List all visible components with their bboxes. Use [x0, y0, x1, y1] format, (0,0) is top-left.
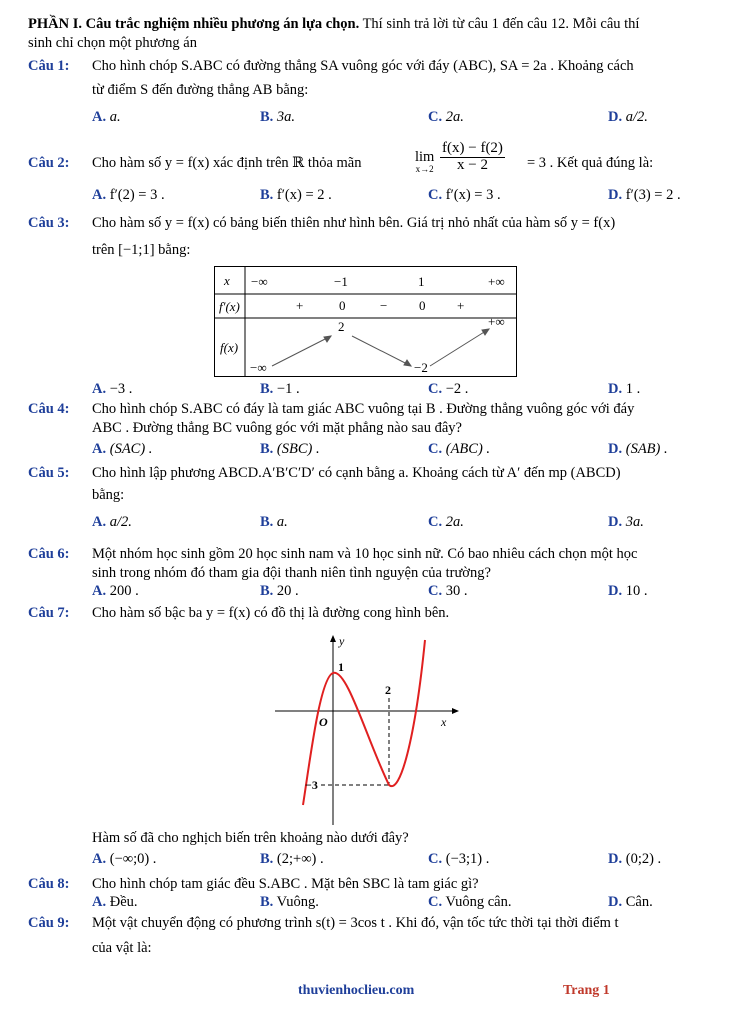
q1-option-a[interactable]: A. a. [92, 109, 121, 125]
q2-text-pre: Cho hàm số y = f(x) xác định trên ℝ thỏa mãn [92, 155, 362, 171]
q7-option-c[interactable]: C. (−3;1) . [428, 851, 490, 867]
x-axis-label: x [441, 715, 447, 729]
q3-option-b[interactable]: B. −1 . [260, 381, 300, 397]
q6-option-d[interactable]: D. 10 . [608, 583, 648, 599]
q7-option-b[interactable]: B. (2;+∞) . [260, 851, 324, 867]
q4-label: Câu 4: [28, 401, 70, 417]
q6-option-b[interactable]: B. 20 . [260, 583, 299, 599]
q8-text: Cho hình chóp tam giác đều S.ABC . Mặt bên SBC là tam giác gì? [92, 876, 479, 892]
q2-fraction: $\frac{f(x) - f(2)}{x - 2}$ [442, 140, 503, 173]
q1-option-b[interactable]: B. 3a. [260, 109, 296, 125]
q7-option-d[interactable]: D. (0;2) . [608, 851, 662, 867]
footer-page-number: Trang 1 [563, 983, 610, 998]
q2-option-d[interactable]: D. f′(3) = 2 . [608, 187, 681, 203]
q2-option-a[interactable]: A. f′(2) = 3 . [92, 187, 165, 203]
table-sign: 0 [339, 298, 346, 313]
q4-text-2: ABC . Đường thẳng BC vuông góc với mặt phẳng nào sau đây? [92, 420, 462, 436]
q9-text-2: của vật là: [92, 940, 152, 956]
variation-table [214, 266, 518, 378]
q2-option-b[interactable]: B. f′(x) = 2 . [260, 187, 332, 203]
table-f-value: −2 [414, 360, 428, 375]
q4-text: Cho hình chóp S.ABC có đáy là tam giác ABC vuông tại B . Đường thẳng vuông góc với đáy [92, 401, 635, 417]
table-x-value: −∞ [251, 274, 268, 289]
q6-option-a[interactable]: A. 200 . [92, 583, 139, 599]
table-sign: − [380, 298, 388, 313]
q8-option-a[interactable]: A. Đều. [92, 894, 138, 910]
y-max-label: 1 [338, 660, 344, 674]
q4-option-c[interactable]: C. (ABC) . [428, 441, 491, 457]
table-x-value: 1 [418, 274, 425, 289]
q5-label: Câu 5: [28, 465, 70, 481]
cubic-graph [275, 630, 465, 828]
q8-label: Câu 8: [28, 876, 70, 892]
q5-text-2: bằng: [92, 487, 125, 503]
y-axis-label: y [339, 634, 345, 648]
q3-text-2: trên [−1;1] bằng: [92, 242, 191, 258]
q1-label: Câu 1: [28, 58, 70, 74]
q1-option-d[interactable]: D. a/2. [608, 109, 648, 125]
q5-option-b[interactable]: B. a. [260, 514, 288, 530]
section-instruction-2: sinh chỉ chọn một phương án [28, 35, 197, 51]
footer-site-link[interactable]: thuvienhoclieu.com [298, 983, 415, 998]
q5-text: Cho hình lập phương ABCD.A′B′C′D′ có cạnh bằng a. Khoảng cách từ A′ đến mp (ABCD) [92, 465, 621, 481]
y-min-label: −3 [305, 778, 318, 792]
q1-option-c[interactable]: C. 2a. [428, 109, 464, 125]
table-sign: + [457, 298, 465, 313]
q3-text: Cho hàm số y = f(x) có bảng biến thiên như hình bên. Giá trị nhỏ nhất của hàm số y = f(x) [92, 215, 616, 231]
q2-label: Câu 2: [28, 155, 70, 171]
q2-option-c[interactable]: C. f′(x) = 3 . [428, 187, 501, 203]
q7-option-a[interactable]: A. (−∞;0) . [92, 851, 157, 867]
section-instruction: Thí sinh trả lời từ câu 1 đến câu 12. Mỗi câu thí [362, 16, 640, 32]
q9-text: Một vật chuyển động có phương trình s(t) = 3cos t . Khi đó, vận tốc tức thời tại thời điểm t [92, 915, 619, 931]
q4-option-b[interactable]: B. (SBC) . [260, 441, 320, 457]
q2-text-post: = 3 . Kết quả đúng là: [527, 155, 654, 171]
table-x-label: x [224, 273, 230, 288]
table-f-value: −∞ [250, 360, 267, 375]
q1-text-2: từ điểm S đến đường thẳng AB bằng: [92, 82, 309, 98]
table-x-value: −1 [334, 274, 348, 289]
q6-text-2: sinh trong nhóm đó tham gia đội thanh niên tình nguyện của trường? [92, 565, 491, 581]
q1-text: Cho hình chóp S.ABC có đường thẳng SA vuông góc với đáy (ABC), SA = 2a . Khoảng cách [92, 58, 634, 74]
q3-option-d[interactable]: D. 1 . [608, 381, 641, 397]
table-derivative-label: f′(x) [219, 299, 240, 314]
q3-option-a[interactable]: A. −3 . [92, 381, 133, 397]
q8-option-d[interactable]: D. Cân. [608, 894, 653, 910]
q7-text: Cho hàm số bậc ba y = f(x) có đồ thị là đường cong hình bên. [92, 605, 450, 621]
q3-label: Câu 3: [28, 215, 70, 231]
table-f-value: 2 [338, 319, 345, 334]
table-x-value: +∞ [488, 274, 505, 289]
q6-label: Câu 6: [28, 546, 70, 562]
table-f-value: +∞ [488, 314, 505, 329]
section-title: PHẦN I. Câu trắc nghiệm nhiều phương án lựa chọn. [28, 16, 360, 32]
table-f-label: f(x) [220, 340, 239, 355]
q6-text: Một nhóm học sinh gồm 20 học sinh nam và 10 học sinh nữ. Có bao nhiêu cách chọn một học [92, 546, 638, 562]
q2-limit: lim x→2 [415, 149, 435, 174]
q8-option-b[interactable]: B. Vuông. [260, 894, 319, 910]
q7-text-2: Hàm số đã cho nghịch biến trên khoảng nào dưới đây? [92, 830, 409, 846]
q5-option-c[interactable]: C. 2a. [428, 514, 464, 530]
q8-option-c[interactable]: C. Vuông cân. [428, 894, 512, 910]
q5-option-d[interactable]: D. 3a. [608, 514, 644, 530]
section-header [28, 16, 639, 33]
table-sign: + [296, 298, 304, 313]
q7-label: Câu 7: [28, 605, 70, 621]
q3-option-c[interactable]: C. −2 . [428, 381, 469, 397]
q5-option-a[interactable]: A. a/2. [92, 514, 132, 530]
q4-option-a[interactable]: A. (SAC) . [92, 441, 153, 457]
q4-option-d[interactable]: D. (SAB) . [608, 441, 668, 457]
q9-label: Câu 9: [28, 915, 70, 931]
table-sign: 0 [419, 298, 426, 313]
origin-label: O [319, 715, 328, 729]
x-mark-label: 2 [385, 683, 391, 697]
q6-option-c[interactable]: C. 30 . [428, 583, 468, 599]
